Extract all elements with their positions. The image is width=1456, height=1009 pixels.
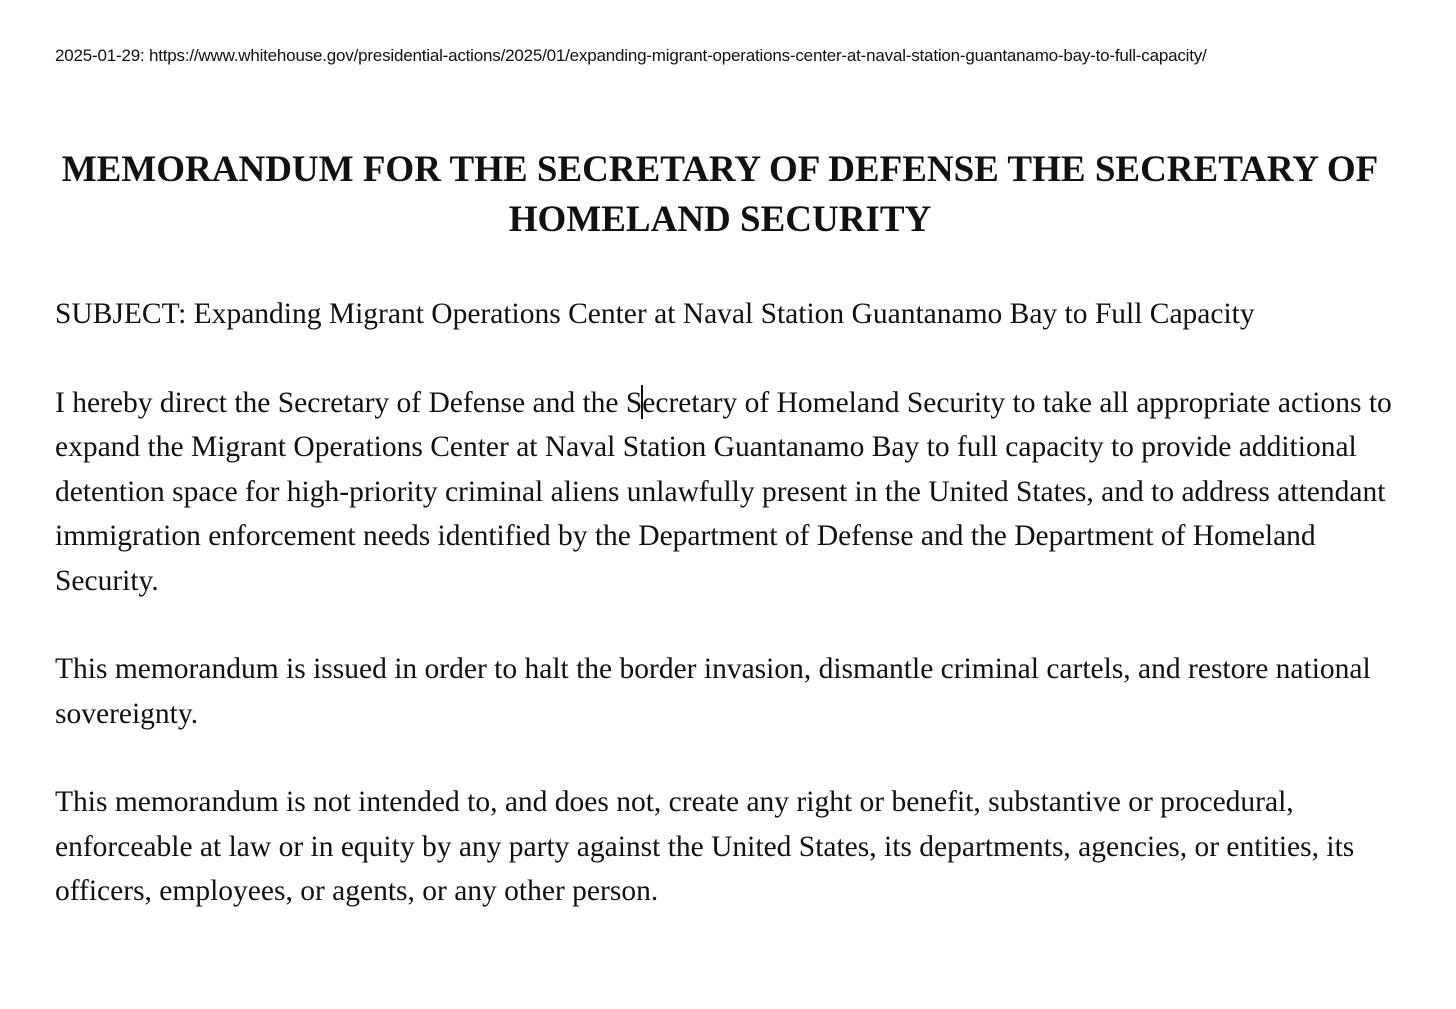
directive-text-end: ecretary of Homeland Security to take all appropriate actions to expand the Migrant Operations Center at Naval Station Guantanamo Bay to full capacity to provide additional detention space for high-priority criminal aliens unlawfully present in the United States, and to address attendant immigration enforcement needs identified by the Department of Defense and the Department of Homeland Security.	[55, 386, 1392, 597]
subject-paragraph: SUBJECT: Expanding Migrant Operations Center at Naval Station Guantanamo Bay to Full Capacity	[55, 298, 1255, 330]
source-url-line: 2025-01-29: https://www.whitehouse.gov/presidential-actions/2025/01/expanding-migrant-operations-center-at-naval-station-guantanamo-bay-to-full-capacity/	[55, 46, 1207, 65]
directive-paragraph	[55, 381, 1395, 604]
purpose-paragraph: This memorandum is issued in order to halt the border invasion, dismantle criminal cartels, and restore national sovereignty.	[55, 653, 1371, 730]
directive-text-start: I hereby direct the Secretary of Defense and the S	[55, 386, 643, 419]
disclaimer-paragraph: This memorandum is not intended to, and does not, create any right or benefit, substantive or procedural, enforceable at law or in equity by any party against the United States, its departments, agencies, or entities, its officers, employees, or agents, or any other person.	[55, 786, 1355, 907]
memorandum-title: MEMORANDUM FOR THE SECRETARY OF DEFENSE THE SECRETARY OF HOMELAND SECURITY	[61, 149, 1379, 240]
document-body[interactable]	[55, 292, 1395, 958]
